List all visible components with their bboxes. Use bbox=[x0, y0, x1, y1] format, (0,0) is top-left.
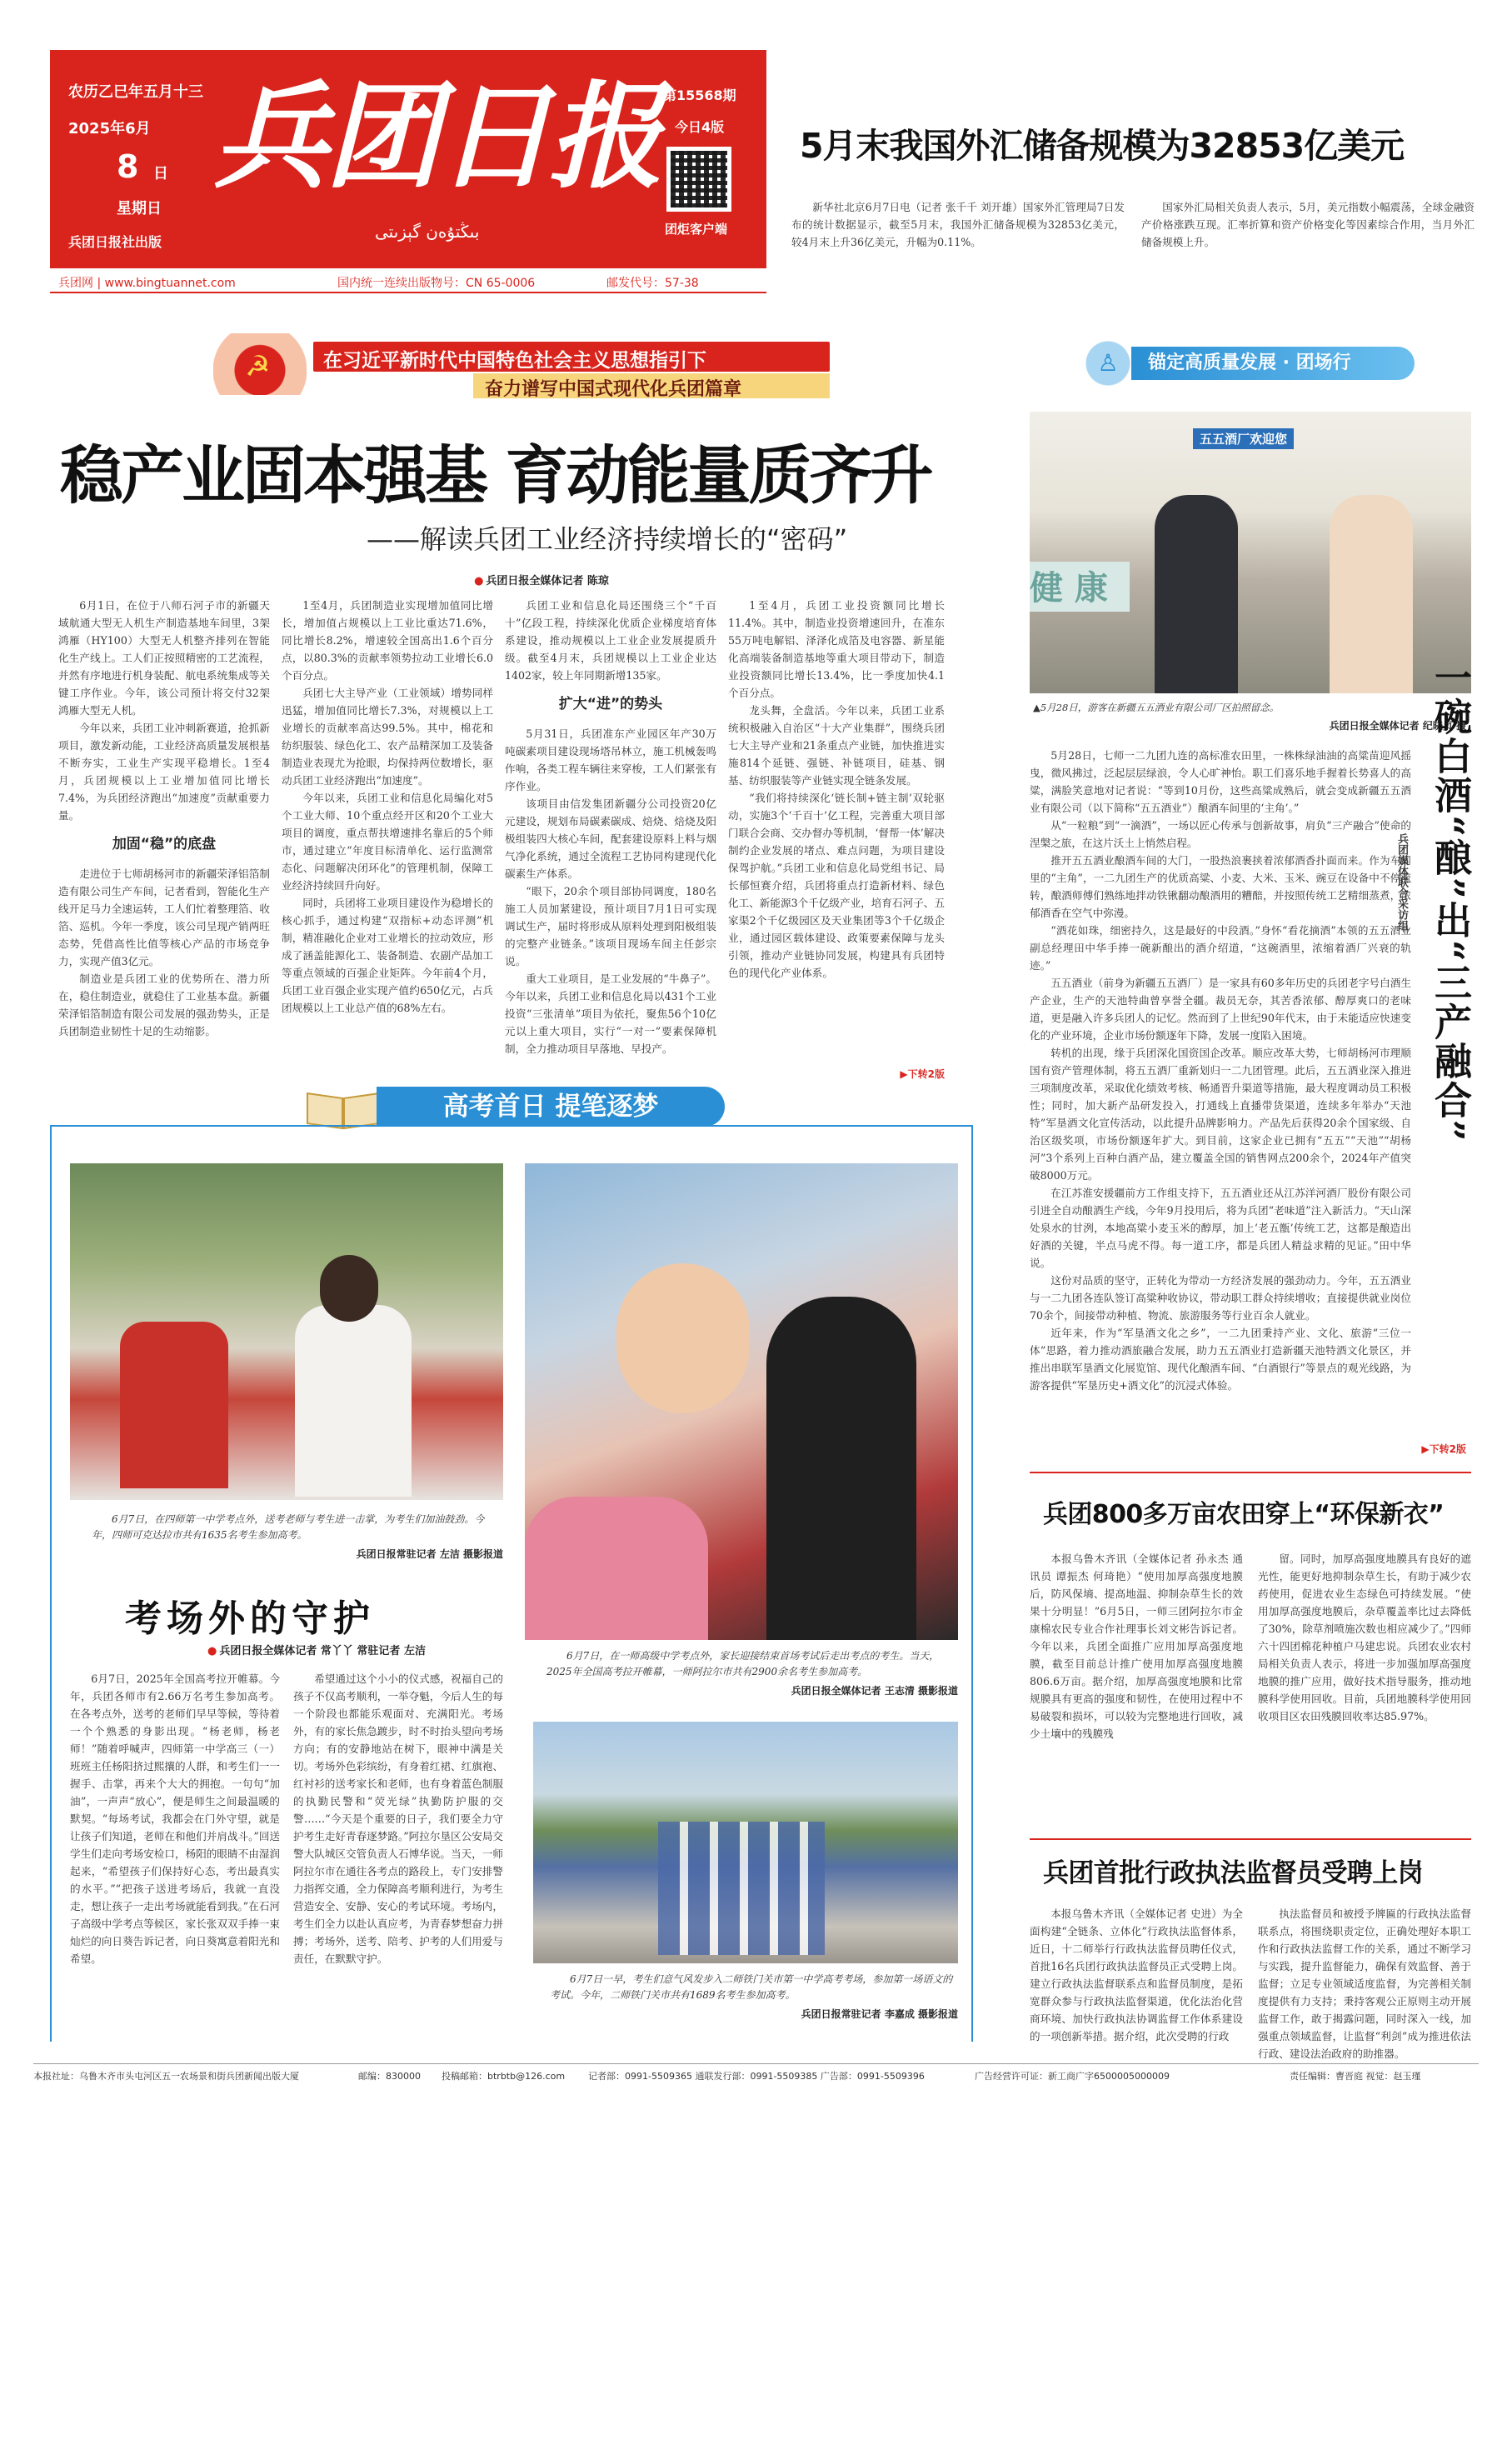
lead-subheadline: ——解读兵团工业经济持续增长的“密码” bbox=[367, 523, 848, 555]
photo-students-walk-into-exam bbox=[533, 1722, 958, 1963]
side-vertical-byline: 兵团媒体联合采访组 bbox=[1395, 833, 1408, 931]
people-icon: ♙ bbox=[1083, 338, 1133, 388]
issue-number: 第15568期 bbox=[663, 88, 736, 103]
masthead-title: 兵团日报 bbox=[213, 68, 661, 204]
photo-tourists-at-distillery: 五五酒厂欢迎您 健 康 bbox=[1030, 412, 1471, 693]
photo3-credit: 兵团日报常驻记者 李嘉成 摄影报道 bbox=[801, 2008, 958, 2020]
lead-column-2: 1至4月，兵团制造业实现增加值同比增长，增加值占规模以上工业比重达71.6%，同比增长8.2%，增速较全国高出1.6个百分点，以80.3%的贡献率领势拉动工业增长6.0个百分点。 兵团七大主导产业（工业领域）增势同样迅猛，增加值同比增长7.3%，对规模以上工业增长的贡献率高达99.5%。其中，棉花和纺织服装、绿色化工、农产品精深加工及装备制造业表现尤为抢眼，均保持两位数增长，驱动兵团工业经济跑出“加速度”。 今年以来，兵团工业和信息化局编化对5个工业大师、10个重点经开区和20个工业大项目的调度，重点帮扶增速排名靠后的5个师市，通过建立“年度目标清单化、运行监测常态化、问题解决闭环化”的管理机制，保障工业经济持续回升向好。 同时，兵团将工业项目建设作为稳增长的核心抓手，通过构建“双指标+动态评测”机制，精准融化企业对工业增长的拉动效应，形成了涵盖能源化工、装备制造、农副产品加工等重点领域的百强企业矩阵。今年前4个月，兵团工业百强企业实现产值约650亿元，占兵团规模以上工业总产值的68%左右。 bbox=[282, 599, 493, 1014]
side-banner bbox=[1083, 337, 1433, 390]
side-story-body: 5月28日，七师一二九团九连的高标准农田里，一株株绿油油的高粱苗迎风摇曳，微风拂过，泛起层层绿浪，令人心旷神怡。职工们喜乐地手握着长势喜人的高粱，满脸笑意地对记者说：“等到10月份，这些高粱成熟后，就会变成新疆五五酒业有限公司（以下简称“五五酒业”）酿酒车间里的‘主角’。” 从“一粒粮”到“一滴酒”，一场以匠心传承与创新故事，肩负“三产融合”使命的涅槃之旅，在这片沃土上悄然启程。 推开五五酒业酿酒车间的大门，一股热浪裹挟着浓郁酒香扑面而来。作为车间里的“主角”，一二九团生产的优质高粱、小麦、大米、玉米、豌豆在设备中不停流转，酿酒师傅们熟练地拌动铁锹翻动酿酒用的糟醅，并按照传统工艺精细蒸煮，浓郁酒香在空气中弥漫。 “酒花如珠，细密持久，这是最好的中段酒。”身怀“看花摘酒”本领的五五酒业副总经理田中华手捧一碗新酿出的酒介绍道，“这碗酒里，浓缩着酒厂兴衰的轨迹。” 五五酒业（前身为新疆五五酒厂）是一家具有60多年历史的兵团老字号白酒生产企业，生产的天池特曲曾享誉全疆。裁员无奈，其苦香浓郁、醇厚爽口的老味道，更是融入许多兵团人的记忆。然而到了上世纪90年代末，由于未能适应快速变化的产业环境，企业市场份额逐年下降，发展一度陷入困境。 转机的出现，缘于兵团深化国资国企改革。顺应改革大势，七师胡杨河市理顺国有资产管理体制，将五五酒厂重新划归一二九团管理。此后，五五酒业深入推进三项制度改革，采取优化绩效考核、畅通晋升渠道等措施，最大程度调动员工积极性；同时，加大新产品研发投入，打通线上直播带货渠道，连续多年举办“天池特”军垦酒文化宣传活动，以此提升品牌影响力。产品先后获得20余个国家级、自治区级奖项，市场份额逐年扩大。到目前，这家企业已拥有“五五”“天池”“胡杨河”3个系列上百种白酒产品，建立覆盖全国的销售网点200余个，2024年产值突破8000万元。 在江苏淮安援疆前方工作组支持下，五五酒业还从江苏洋河酒厂股份有限公司引进全自动酿酒生产线，今年9月投用后，将为兵团“老味道”注入新活力。“天山深处泉水的甘洌，本地高粱小麦玉米的醇厚，加上‘老五甑’传统工艺，这都是酿造出好酒的关键，半点马虎不得。每一道工序，都是兵团人精益求精的见证。”田中华说。 这份对品质的坚守，正转化为带动一方经济发展的强劲动力。今年，五五酒业与一二九团各连队签订高粱种收协议，带动职工群众持续增收；直接提供就业岗位70余个，间接带动种植、物流、旅游服务等行业百余人就业。 近年来，作为“军垦酒文化之乡”，一二九团秉持产业、文化、旅游“三位一体”思路，着力推动酒旅融合发展，助力五五酒业打造新疆天池特酒文化景区，并推出串联军垦酒文化展览馆、现代化酿酒车间、“白酒银行”等景点的观光线路，为游客提供“军垦历史+酒文化”的沉浸式体验。 bbox=[1030, 749, 1411, 1392]
law-story-col2: 执法监督员和被授予牌匾的行政执法监督联系点，将围绕职责定位，正确处理好本职工作和行政执法监督工作的关系，通过不断学习与实践，提升监督能力，确保有效监督、善于监督；立足专业领域适度监督，为完善相关制度提供有力支持；秉持客观公正原则主动开展监督工作，敢于揭露问题，同时深入一线，加强重点领域监督，让监督“利剑”成为推进依法行政、建设法治政府的助推器。 bbox=[1258, 1908, 1471, 2060]
lead-continued-link[interactable]: ▶下转2版 bbox=[900, 1068, 945, 1080]
footer bbox=[33, 2063, 1479, 2085]
qr-code-icon[interactable] bbox=[666, 147, 731, 212]
lead-column-1: 6月1日，在位于八师石河子市的新疆天域航通大型无人机生产制造基地车间里，3架鸿雁（HY100）大型无人机整齐排列在智能化生产线上。工人们正按照精密的工艺流程，并然有序地进行机身装配、航电系统集成等关键工序作业。今年，该公司预计将交付32架鸿雁大型无人机。 今年以来，兵团工业冲刺新赛道，抢抓新项目，激发新动能，工业经济高质量发展根基不断夯实，工业生产实现平稳增长。1至4月，兵团规模以上工业增加值同比增长7.4%，为兵团经济跑出“加速度”贡献重要力量。 加固“稳”的底盘 走进位于七师胡杨河市的新疆荣泽铝箔制造有限公司生产车间，记者看到，智能化生产线开足马力全速运转，工人们忙着整理箔、收箔、巡机。今年一季度，该公司呈现产销两旺态势，凭借高性比值等核心产品的市场竞争力，实现产值3亿元。 制造业是兵团工业的优势所在、潜力所在，稳住制造业，就稳住了工业基本盘。新疆荣泽铝箔制造有限公司发展的强劲势头，正是兵团制造业韧性十足的生动缩影。 bbox=[58, 599, 270, 1038]
footer-phones: 记者部：0991-5509365 通联发行部：0991-5509385 广告部：0991-5509396 bbox=[588, 2071, 925, 2082]
photo2-caption: 6月7日，在一师高级中学考点外，家长迎接结束首场考试后走出考点的考生。当天，2025年全国高考拉开帷幕，一师阿拉尔市共有2900余名考生参加高考。 bbox=[546, 1650, 940, 1678]
lead-subhead-stable: 加固“稳”的底盘 bbox=[112, 836, 217, 852]
side-banner-title: 锚定高质量发展 · 团场行 bbox=[1131, 347, 1415, 380]
top-story-col1: 新华社北京6月7日电（记者 张千千 刘开雄）国家外汇管理局7日发布的统计数据显示，截至5月末，我国外汇储备规模为32853亿美元，较4月末上升36亿美元，升幅为0.11%。 bbox=[791, 201, 1125, 248]
masthead bbox=[50, 50, 766, 268]
gaokao-banner: 高考首日 提笔逐梦 bbox=[377, 1087, 725, 1127]
weekday: 星期日 bbox=[117, 200, 162, 218]
website-link[interactable]: 兵团网 | www.bingtuannet.com bbox=[58, 277, 236, 290]
page-count: 今日4版 bbox=[675, 119, 725, 135]
photo1-caption: 6月7日，在四师第一中学考点外，送考老师与考生进一击掌，为考生们加油鼓劲。今年，四师可克达拉市共有1635名考生参加高考。 bbox=[92, 1513, 485, 1541]
side-photo-credit: 兵团日报全媒体记者 纪晓贞 摄 bbox=[1329, 720, 1466, 732]
photo2-credit: 兵团日报全媒体记者 王志清 摄影报道 bbox=[791, 1685, 958, 1697]
banner-line2: 奋力谱写中国式现代化兵团篇章 bbox=[473, 373, 830, 398]
day-suffix: 日 bbox=[153, 165, 168, 182]
footer-zip: 邮编：830000 bbox=[358, 2071, 421, 2082]
lead-byline: ● 兵团日报全媒体记者 陈琼 bbox=[417, 572, 666, 588]
side-vertical-title: 一碗白酒“酿”出“三产融合” bbox=[1428, 658, 1472, 1143]
side-continued-link[interactable]: ▶下转2版 bbox=[1421, 1443, 1466, 1455]
gaokao-story-col1: 6月7日，2025年全国高考拉开帷幕。今年，兵团各师市有2.66万名考生参加高考。在各考点外，送考的老师们早早等候，等待着一个个熟悉的身影出现。“杨老师，杨老师！”随着呼喊声，四师第一中学高三（一）班班主任杨阳挤过熙攘的人群，和考生们一一握手、击掌，再来个大大的拥抱。一句句“加油”，一声声“放心”，便是师生之间最温暖的默契。“每场考试，我都会在门外守望，就是让孩子们知道，老师在和他们并肩战斗。”回送学生们走向考场安检口，杨阳的眼睛不由湿润起来，“希望孩子们保持好心态，考出最真实的水平。”“把孩子送进考场后，我就一直没走，想让孩子一走出考场就能看到我。”在石河子高级中学考点等候区，家长张双双手捧一束灿烂的向日葵告诉记者，向日葵寓意着阳光和希望。 bbox=[70, 1672, 281, 1965]
publisher: 兵团日报社出版 bbox=[68, 234, 162, 250]
lead-subhead-advance: 扩大“进”的势头 bbox=[558, 696, 663, 712]
day-number: 8 bbox=[117, 148, 139, 185]
top-story-col2: 国家外汇局相关负责人表示，5月，美元指数小幅震荡，全球金融资产价格涨跌互现。汇率折算和资产价格变化等因素综合作用，当月外汇储备规模上升。 bbox=[1141, 201, 1475, 248]
footer-address: 本报社址：乌鲁木齐市头屯河区五一农场景和街兵团新闻出版大厦 bbox=[33, 2071, 299, 2082]
year-month: 2025年6月 bbox=[68, 120, 151, 138]
divider-right-2 bbox=[1030, 1838, 1471, 1840]
distillery-sign: 五五酒厂欢迎您 bbox=[1193, 428, 1294, 449]
green-story-headline: 兵团800多万亩农田穿上“环保新衣” bbox=[1043, 1500, 1445, 1529]
side-photo-caption: ▲5月28日，游客在新疆五五酒业有限公司厂区拍照留念。 bbox=[1033, 702, 1280, 713]
cn-number: 国内统一连续出版物号：CN 65-0006 bbox=[337, 277, 536, 290]
lead-headline: 稳产业固本强基 育动能量质齐升 bbox=[60, 438, 931, 512]
post-code: 邮发代号：57-38 bbox=[606, 277, 699, 290]
gaokao-story-byline: ● 兵团日报全媒体记者 常丫丫 常驻记者 左洁 bbox=[142, 1642, 492, 1658]
green-story-col2: 留。同时，加厚高强度地膜具有良好的遮光性，能更好地抑制杂草生长，有助于减少农药使用，促进农业生态绿色可持续发展。“使用加厚高强度地膜后，杂草覆盖率比过去降低了30%，除草剂喷施次数也相应减少了。”四师六十四团棉花种植户马建忠说。兵团农业农村局相关负责人表示，将进一步加强加厚高强度地膜的推广应用，做好技术指导服务，推动地膜科学使用回收。目前，兵团地膜科学使用回收项目区农田残膜回收率达85.97%。 bbox=[1258, 1552, 1471, 1722]
footer-license: 广告经营许可证：新工商广字6500005000009 bbox=[975, 2071, 1170, 2082]
photo-teachers-high-five bbox=[70, 1163, 503, 1500]
qr-label: 团炬客户端 bbox=[665, 222, 728, 237]
photo3-caption: 6月7日一早，考生们意气风发步入二师铁门关市第一中学高考考场，参加第一场语文的考试。今年，二师铁门关市共有1689名考生参加高考。 bbox=[550, 1973, 953, 2001]
gaokao-story-title: 考场外的守护 bbox=[125, 1598, 375, 1640]
footer-editors: 责任编辑：曹晋庭 视觉：赵玉瑾 bbox=[1290, 2071, 1421, 2082]
top-story-headline: 5月末我国外汇储备规模为32853亿美元 bbox=[800, 126, 1405, 166]
masthead-uyghur-title: بىڭتۇەن گېزىتى bbox=[375, 222, 480, 242]
party-emblem-icon: ☭ bbox=[213, 333, 307, 395]
law-story-headline: 兵团首批行政执法监督员受聘上岗 bbox=[1043, 1858, 1423, 1888]
gaokao-story-col2: 希望通过这个小小的仪式感，祝福自己的孩子不仅高考顺利，一举夺魁，今后人生的每一个阶段也都能乐观面对、充满阳光。考场外，有的家长焦急踱步，时不时抬头望向考场方向；有的安静地站在树下，眼神中满是关切。考场外色彩缤纷，有身着红裙、红旗袍、红衬衫的送考家长和老师，也有身着蓝色制服的执勤民警和“荧光绿”执勤防护服的交警……“今天是个重要的日子，我们要全力守护考生走好青春逐梦路。”阿拉尔垦区公安局交警大队城区交管负责人石博华说。当天，一师阿拉尔市在通往各考点的路段上，专门安排警力指挥交通，全力保障高考顺利进行，为考生营造安全、安静、安心的考试环境。考场内，考生们全力以赴认真应考，为青春梦想奋力拼搏；考场外，送考、陪考、护考的人们用爱与责任，在默默守护。 bbox=[293, 1672, 504, 1965]
photo-parent-greets-student bbox=[525, 1163, 958, 1640]
lunar-date: 农历乙巳年五月十三 bbox=[68, 83, 203, 101]
footer-email[interactable]: 投稿邮箱：btrbtb@126.com bbox=[442, 2071, 566, 2082]
divider-right-1 bbox=[1030, 1472, 1471, 1473]
lead-column-4: 1至4月，兵团工业投资额同比增长11.4%。其中，制造业投资增速回升，在准东55万吨电解铝、泽泽化成箔及电容器、新星能化高端装备制造基地等重大项目带动下，制造业投资额同比增长13.4%，比一季度加快4.1个百分点。 龙头舞，全盘活。今年以来，兵团工业系统积极融入自治区“十大产业集群”，围绕兵团七大主导产业和21条重点产业链，加快推进实施814个延链、强链、补链项目，硅基、钢基、纺织服装等产业链实现全链条发展。 “我们将持续深化‘链长制+链主制’双轮驱动，实施3个‘千百十’亿工程，完善重大项目部门联合会商、交办督办等机制，‘督帮一体’解决制约企业发展的堵点、难点问题，为项目建设保驾护航。”兵团工业和信息化局党组书记、局长郁恒赛介绍，兵团将重点打造新材料、绿色化工、新能源3个千亿级产业，培育石河子、五家渠2个千亿级园区及天业集团等3个千亿级企业，通过园区载体建设、政策要素保障与龙头引领，推动产业链协同发展，构建具有兵团特色的现代化产业体系。 bbox=[728, 599, 945, 979]
lead-column-3: 兵团工业和信息化局还围绕三个“千百十”亿段工程，持续深化优质企业梯度培育体系建设，推动规模以上工业企业发展提质升级。截至4月末，兵团规模以上工业企业达1402家，较上年同期新增135家。 扩大“进”的势头 5月31日，兵团准东产业园区年产30万吨碳素项目建设现场塔吊林立，施工机械轰鸣作响，各类工程车辆往来穿梭，工人们紧张有序作业。 该项目由信发集团新疆分公司投资20亿元建设，规划布局碳素碳成、焙烧、焙烧及阳极组装四大核心车间，配套建设原料上料与烟气净化系统，通过全流程工艺协同构建现代化碳素生产体系。 “眼下，20余个项目部协同调度，180名施工人员加紧建设，预计项目7月1日可实现调试生产，届时将形成从原料处理到阳极组装的完整产业链条。”该项目现场车间主任彭宗说。 重大工业项目，是工业发展的“牛鼻子”。今年以来，兵团工业和信息化局以431个工业投资“三张清单”项目为依托，聚焦56个10亿元以上重大项目，实行“一对一”要素保障机制，全力推动项目早落地、早投产。 bbox=[505, 599, 716, 1055]
photo1-credit: 兵团日报常驻记者 左洁 摄影报道 bbox=[356, 1548, 503, 1560]
masthead-info-bar bbox=[50, 272, 766, 293]
green-story-col1: 本报乌鲁木齐讯（全媒体记者 孙永杰 通讯员 谭振杰 何琦艳）“使用加厚高强度地膜后，防风保墒、提高地温、抑制杂草生长的效果十分明显！”6月5日，一师三团阿拉尔市金康棉农民专业合作社理事长刘文彬告诉记者。今年以来，兵团全面推广应用加厚高强度地膜，截至目前总计推广使用加厚高强度地膜806.6万亩。据介绍，加厚高强度地膜和比常规膜具有更高的强度和韧性，在使用过程中不易破裂和损坏，可以较为完整地进行回收，减少土壤中的残膜残 bbox=[1030, 1552, 1243, 1740]
law-story-col1: 本报乌鲁木齐讯（全媒体记者 史进）为全面构建“全链条、立体化”行政执法监督体系，近日，十二师举行行政执法监督员聘任仪式，首批16名兵团行政执法监督员正式受聘上岗。建立行政执法监督联系点和监督员制度，是拓宽群众参与行政执法监督渠道，优化法治化营商环境、加快行政执法协调监督工作体系建设的一项创新举措。据介绍，此次受聘的行政 bbox=[1030, 1908, 1243, 2042]
banner-line1: 在习近平新时代中国特色社会主义思想指引下 bbox=[313, 342, 830, 372]
